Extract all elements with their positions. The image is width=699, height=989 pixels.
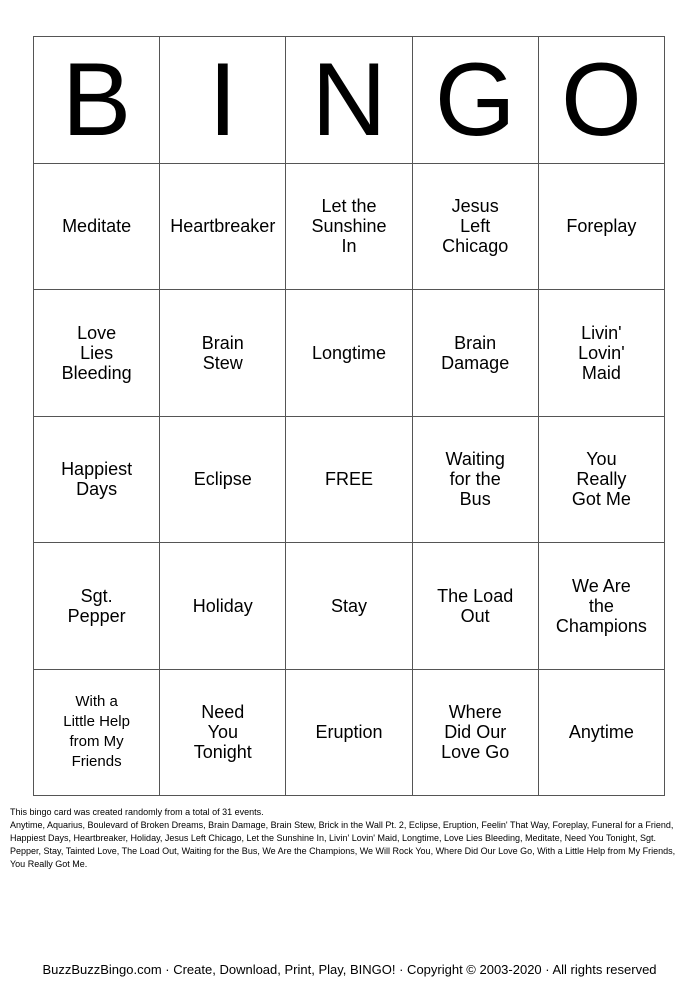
header-letter-b: B [34, 37, 160, 164]
header-letter-g: G [413, 37, 539, 164]
card-info-event-list: Anytime, Aquarius, Boulevard of Broken Dreams, Brain Damage, Brain Stew, Brick in the Wall Pt. 2, Eclipse, Eruption, Feelin' That Way, Foreplay, Funeral for a Friend, Happiest Days, Heartbreaker, Holiday, Jesus Left Chicago, Let the Sunshine In, Livin' Lovin' Maid, Longtime, Love Lies Bleeding, Meditate, Need You Tonight, Sgt. Pepper, Stay, Tainted Love, The Load Out, Waiting for the Bus, We Are the Champions, We Will Rock You, Where Did Our Love Go, With a Little Help from My Friends, You Really Got Me. [10, 820, 676, 869]
bingo-cell: Brain Damage [413, 290, 539, 417]
bingo-cell: Waiting for the Bus [413, 417, 539, 544]
bingo-cell: Holiday [160, 543, 286, 670]
bingo-cell: Brain Stew [160, 290, 286, 417]
bingo-cell: Heartbreaker [160, 164, 286, 291]
bingo-cell: You Really Got Me [539, 417, 665, 544]
free-space-cell: FREE [286, 417, 412, 544]
bingo-cell: Eclipse [160, 417, 286, 544]
card-info-summary: This bingo card was created randomly from a total of 31 events. [10, 807, 264, 817]
header-letter-i: I [160, 37, 286, 164]
bingo-cell: Foreplay [539, 164, 665, 291]
header-letter-n: N [286, 37, 412, 164]
bingo-card [33, 36, 665, 796]
bingo-cell: Eruption [286, 670, 412, 797]
bingo-cell: Where Did Our Love Go [413, 670, 539, 797]
bingo-cell: Sgt. Pepper [34, 543, 160, 670]
bingo-cell: Jesus Left Chicago [413, 164, 539, 291]
bingo-cell: We Are the Champions [539, 543, 665, 670]
bingo-cell: Longtime [286, 290, 412, 417]
bingo-cell: The Load Out [413, 543, 539, 670]
bingo-cell: Let the Sunshine In [286, 164, 412, 291]
bingo-cell: Meditate [34, 164, 160, 291]
card-info [10, 806, 682, 871]
bingo-cell: Anytime [539, 670, 665, 797]
header-letter-o: O [539, 37, 665, 164]
bingo-cell: With a Little Help from My Friends [34, 670, 160, 797]
site-footer: BuzzBuzzBingo.com · Create, Download, Print, Play, BINGO! · Copyright © 2003-2020 · All rights reserved [42, 962, 657, 977]
bingo-cell: Need You Tonight [160, 670, 286, 797]
bingo-cell: Happiest Days [34, 417, 160, 544]
bingo-cell: Livin' Lovin' Maid [539, 290, 665, 417]
bingo-cell: Love Lies Bleeding [34, 290, 160, 417]
bingo-cell: Stay [286, 543, 412, 670]
